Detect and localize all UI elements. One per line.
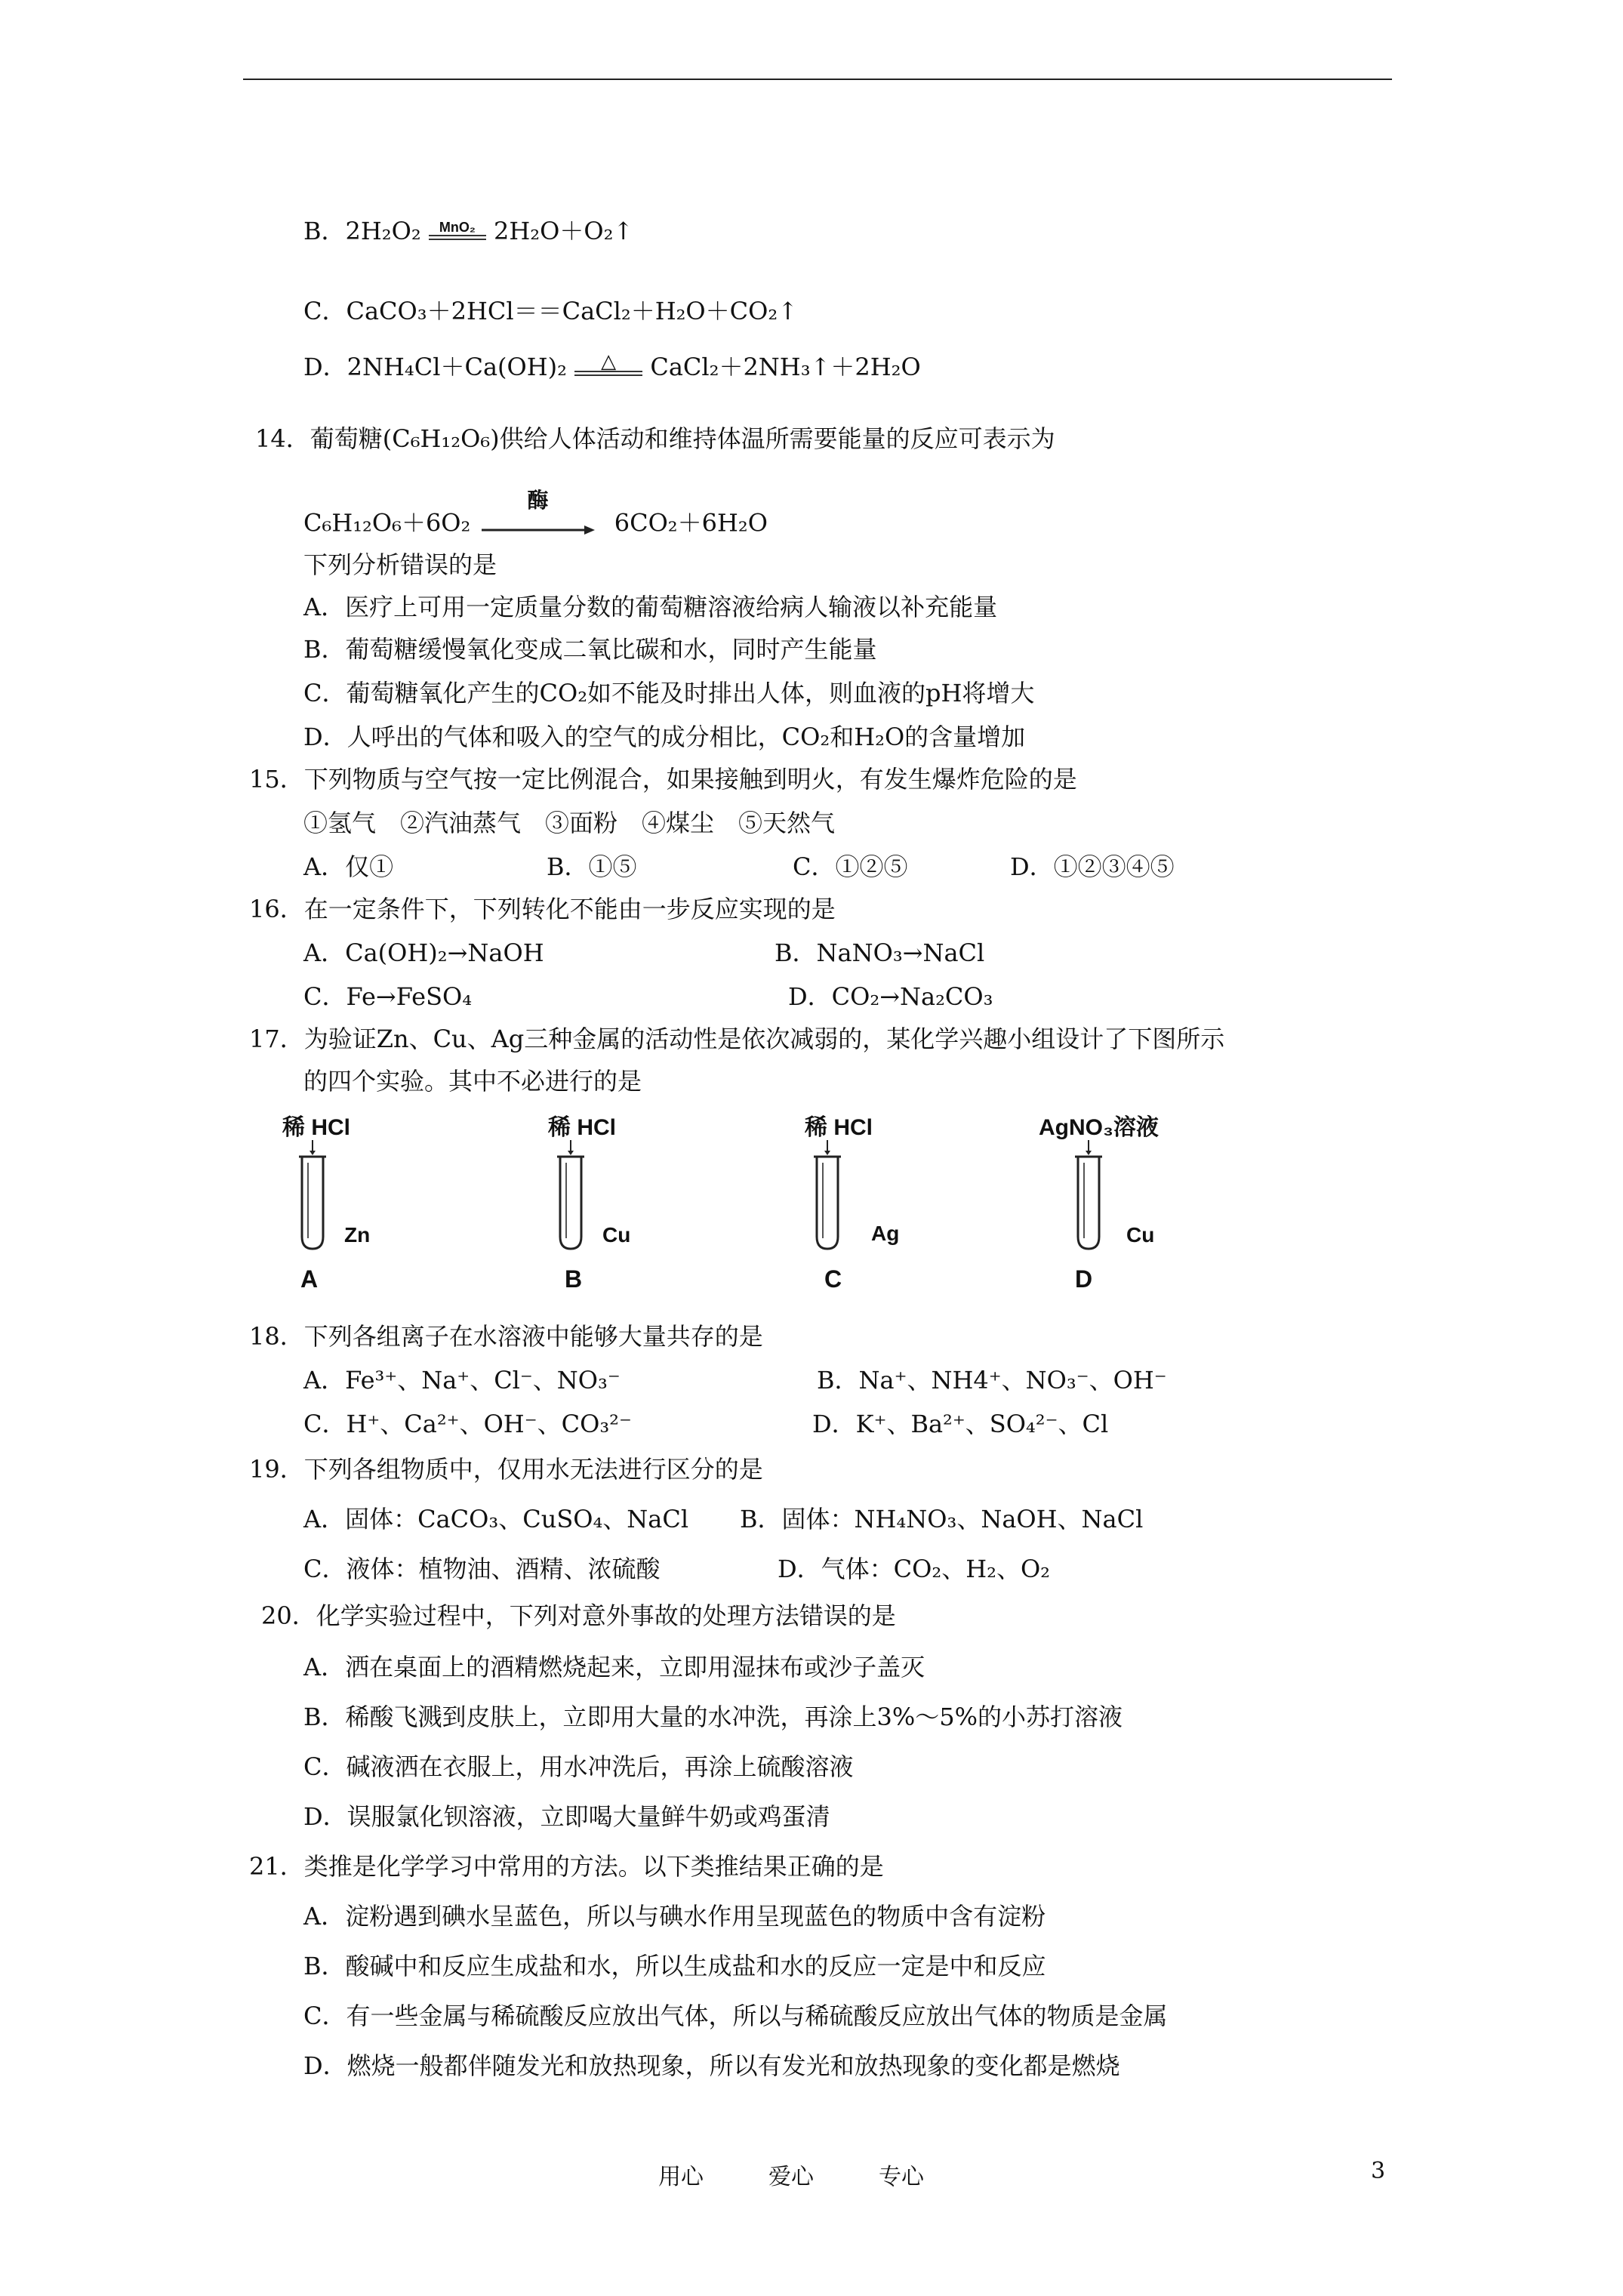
- q21-option-d: D．燃烧一般都伴随发光和放热现象，所以有发光和放热现象的变化都是燃烧: [303, 2051, 1120, 2080]
- q19-option-b: B．固体：NH₄NO₃、NaOH、NaCl: [740, 1505, 1144, 1533]
- q13-option-c: C．CaCO₃＋2HCl＝＝CaCl₂＋H₂O＋CO₂↑: [303, 297, 799, 325]
- q17-figure-b: [548, 1108, 699, 1305]
- q20-option-a: A．洒在桌面上的酒精燃烧起来，立即用湿抹布或沙子盖灭: [303, 1653, 925, 1681]
- q15-items: ①氢气 ②汽油蒸气 ③面粉 ④煤尘 ⑤天然气: [303, 809, 836, 837]
- q13-d-cond-text: △: [601, 350, 617, 373]
- fig-d-letter: D: [1075, 1265, 1093, 1293]
- q14-eq-cond: 酶: [527, 488, 549, 513]
- q13-b-right: 2H₂O＋O₂↑: [494, 217, 634, 245]
- q16-stem: 16．在一定条件下，下列转化不能由一步反应实现的是: [249, 895, 836, 923]
- q20-option-b: B．稀酸飞溅到皮肤上，立即用大量的水冲洗，再涂上3%～5%的小苏打溶液: [303, 1703, 1123, 1731]
- q14-equation: [303, 488, 768, 551]
- fig-a-letter: A: [300, 1265, 319, 1293]
- q14-eq-right: 6CO₂＋6H₂O: [614, 508, 768, 538]
- page-number: 3: [1371, 2158, 1386, 2184]
- q21-stem: 21．类推是化学学习中常用的方法。以下类推结果正确的是: [249, 1852, 884, 1881]
- q17-figure-d: [1039, 1108, 1220, 1305]
- q13-d-condition: [574, 350, 642, 376]
- q16-option-a: A．Ca(OH)₂→NaOH: [303, 938, 544, 967]
- q19-option-d: D．气体：CO₂、H₂、O₂: [778, 1555, 1051, 1583]
- fig-c-letter: C: [824, 1265, 842, 1293]
- q13-b-cond-text: MnO₂: [439, 220, 476, 235]
- q16-option-b: B．NaNO₃→NaCl: [775, 938, 985, 967]
- reaction-arrow-icon: [482, 525, 595, 535]
- header-rule: [243, 79, 1392, 80]
- q16-option-d: D．CO₂→Na₂CO₃: [788, 982, 993, 1011]
- q21-option-c: C．有一些金属与稀硫酸反应放出气体，所以与稀硫酸反应放出气体的物质是金属: [303, 2002, 1168, 2030]
- q16-option-c: C．Fe→FeSO₄: [303, 982, 473, 1011]
- fig-b-reagent: 稀 HCl: [548, 1115, 616, 1140]
- q20-option-d: D．误服氯化钡溶液，立即喝大量鲜牛奶或鸡蛋清: [303, 1802, 830, 1831]
- footer-text-1: 用心: [658, 2164, 704, 2190]
- fig-d-metal: Cu: [1126, 1223, 1155, 1247]
- q18-stem: 18．下列各组离子在水溶液中能够大量共存的是: [249, 1322, 763, 1351]
- q14-option-c: C．葡萄糖氧化产生的CO₂如不能及时排出人体，则血液的pH将增大: [303, 679, 1035, 707]
- q17-stem-line2: 的四个实验。其中不必进行的是: [303, 1067, 642, 1096]
- q18-option-b: B．Na⁺、NH4⁺、NO₃⁻、OH⁻: [817, 1366, 1167, 1395]
- q15-option-a: A．仅①: [303, 852, 394, 881]
- q20-option-c: C．碱液洒在衣服上，用水冲洗后，再涂上硫酸溶液: [303, 1752, 854, 1781]
- q15-option-c: C．①②⑤: [793, 852, 908, 881]
- q13-b-condition: [429, 220, 486, 240]
- q18-option-c: C．H⁺、Ca²⁺、OH⁻、CO₃²⁻: [303, 1410, 632, 1438]
- fig-a-reagent: 稀 HCl: [282, 1115, 350, 1140]
- q13-b-left: B．2H₂O₂: [303, 217, 421, 245]
- footer-text-3: 专心: [879, 2164, 924, 2190]
- q14-eq-left: C₆H₁₂O₆＋6O₂: [303, 508, 471, 538]
- q14-stem: 14．葡萄糖(C₆H₁₂O₆)供给人体活动和维持体温所需要能量的反应可表示为: [255, 424, 1055, 453]
- fig-d-reagent: AgNO₃溶液: [1039, 1115, 1159, 1140]
- q18-option-d: D．K⁺、Ba²⁺、SO₄²⁻、Cl: [812, 1410, 1109, 1438]
- fig-c-metal: Ag: [871, 1222, 900, 1245]
- fig-b-metal: Cu: [602, 1223, 631, 1247]
- q15-option-d: D．①②③④⑤: [1010, 852, 1175, 881]
- q15-stem: 15．下列物质与空气按一定比例混合，如果接触到明火，有发生爆炸危险的是: [249, 765, 1077, 794]
- q19-option-a: A．固体：CaCO₃、CuSO₄、NaCl: [303, 1505, 689, 1533]
- q15-option-b: B．①⑤: [547, 852, 637, 881]
- q14-option-a: A．医疗上可用一定质量分数的葡萄糖溶液给病人输液以补充能量: [303, 593, 998, 621]
- q17-stem-line1: 17．为验证Zn、Cu、Ag三种金属的活动性是依次减弱的，某化学兴趣小组设计了下图所示: [249, 1025, 1225, 1053]
- footer-text-2: 爱心: [768, 2164, 814, 2190]
- q21-option-b: B．酸碱中和反应生成盐和水，所以生成盐和水的反应一定是中和反应: [303, 1952, 1046, 1980]
- q14-eq-arrow: [482, 489, 595, 542]
- q14-option-b: B．葡萄糖缓慢氧化变成二氧比碳和水，同时产生能量: [303, 635, 877, 664]
- q19-option-c: C．液体：植物油、酒精、浓硫酸: [303, 1555, 661, 1583]
- q19-stem: 19．下列各组物质中，仅用水无法进行区分的是: [249, 1455, 763, 1484]
- q13-d-left: D．2NH₄Cl＋Ca(OH)₂: [303, 353, 567, 381]
- q13-option-b: [303, 216, 633, 246]
- q21-option-a: A．淀粉遇到碘水呈蓝色，所以与碘水作用呈现蓝色的物质中含有淀粉: [303, 1902, 1046, 1931]
- q17-figure-a: [282, 1108, 433, 1305]
- fig-c-reagent: 稀 HCl: [805, 1115, 873, 1140]
- fig-b-letter: B: [565, 1265, 583, 1293]
- q20-stem: 20．化学实验过程中，下列对意外事故的处理方法错误的是: [261, 1601, 896, 1630]
- q14-prompt: 下列分析错误的是: [303, 550, 497, 579]
- q14-option-d: D．人呼出的气体和吸入的空气的成分相比，CO₂和H₂O的含量增加: [303, 723, 1026, 751]
- q13-option-d: [303, 352, 921, 382]
- q17-figure-c: [805, 1108, 956, 1305]
- fig-a-metal: Zn: [344, 1223, 371, 1247]
- q18-option-a: A．Fe³⁺、Na⁺、Cl⁻、NO₃⁻: [303, 1366, 621, 1395]
- q13-d-right: CaCl₂＋2NH₃↑＋2H₂O: [650, 353, 921, 381]
